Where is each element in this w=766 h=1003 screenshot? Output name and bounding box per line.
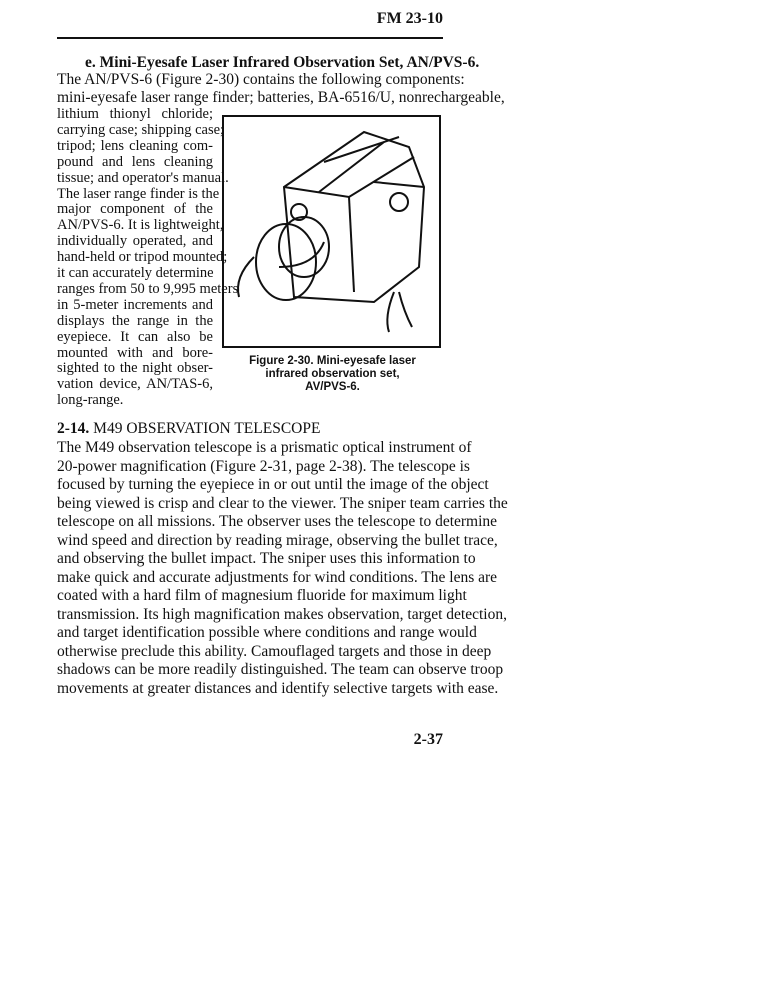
caption-line: Figure 2-30. Mini-eyesafe laser [249, 355, 416, 367]
text-line: mounted with and bore- [57, 344, 213, 361]
section-number: 2-14. [57, 420, 90, 437]
section-heading [57, 420, 320, 438]
text-line: ranges from 50 to 9,995 meters [57, 280, 239, 297]
caption-line: infrared observation set, [265, 368, 400, 380]
text-line: sighted to the night obser- [57, 360, 213, 377]
text-line: lithium thionyl chloride; [57, 106, 213, 122]
text-line: and target identification possible where conditions and range would [57, 624, 477, 641]
text-line: The M49 observation telescope is a prismatic optical instrument of [57, 439, 472, 456]
document-id: FM 23-10 [376, 10, 443, 27]
text-line: focused by turning the eyepiece in or out until the image of the object [57, 476, 489, 493]
text-line: otherwise preclude this ability. Camouflaged targets and those in deep [57, 642, 492, 660]
text-line: make quick and accurate adjustments for wind conditions. The lens are [57, 568, 498, 586]
text-line: vation device, AN/TAS-6, [57, 376, 213, 393]
text-line: eyepiece. It can also be [57, 328, 213, 345]
page-number: 2-37 [413, 731, 443, 748]
text-line: displays the range in the [57, 312, 213, 329]
text-line: pound and lens cleaning [57, 153, 213, 170]
caption-line: AV/PVS-6. [305, 381, 360, 393]
text-line: 20-power magnification (Figure 2-31, page 2-38). The telescope is [57, 457, 470, 475]
text-line: The AN/PVS-6 (Figure 2-30) contains the following components: [57, 71, 465, 89]
text-line: telescope on all missions. The observer uses the telescope to determine [57, 513, 498, 530]
text-line: it can accurately determine [57, 265, 214, 281]
laser-device-illustration [224, 117, 439, 346]
text-line: individually operated, and [57, 233, 213, 250]
text-line: AN/PVS-6. It is lightweight, [57, 217, 224, 234]
text-line: mini-eyesafe laser range finder; batteries, BA-6516/U, nonrechargeable, [57, 88, 505, 106]
text-line: tripod; lens cleaning com- [57, 137, 213, 154]
text-line: long-range. [57, 392, 124, 409]
text-line: wind speed and direction by reading mirage, observing the bullet trace, [57, 531, 498, 549]
text-line: movements at greater distances and identify selective targets with ease. [57, 679, 499, 697]
text-line: e. Mini-Eyesafe Laser Infrared Observation Set, AN/PVS-6. [85, 54, 480, 71]
text-line: hand-held or tripod mounted; [57, 249, 228, 266]
text-line: The laser range finder is the [57, 185, 220, 202]
text-line: transmission. Its high magnification makes observation, target detection, [57, 605, 507, 623]
text-line: tissue; and operator's manual. [57, 169, 229, 186]
text-line: carrying case; shipping case; [57, 121, 225, 138]
text-line: in 5-meter increments and [57, 296, 213, 313]
figure-laser-observation-set [222, 115, 441, 348]
section-title: M49 OBSERVATION TELESCOPE [93, 420, 321, 437]
figure-caption [222, 355, 443, 394]
text-line: shadows can be more readily distinguished. The team can observe troop [57, 661, 504, 678]
text-line: major component of the [57, 201, 213, 218]
header-rule [57, 37, 443, 39]
text-line: coated with a hard film of magnesium fluoride for maximum light [57, 587, 467, 604]
text-line: and observing the bullet impact. The sniper uses this information to [57, 550, 476, 567]
text-line: being viewed is crisp and clear to the viewer. The sniper team carries the [57, 494, 508, 512]
